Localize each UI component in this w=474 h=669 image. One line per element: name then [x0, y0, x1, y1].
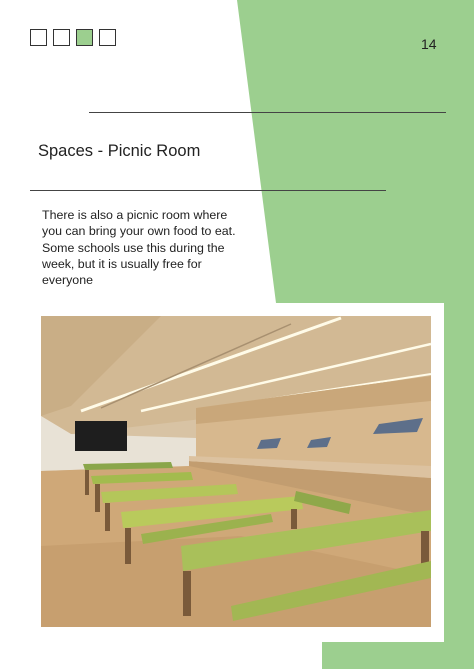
section-title: Spaces - Picnic Room — [38, 142, 201, 160]
divider-line — [89, 112, 446, 113]
progress-square — [99, 29, 116, 46]
progress-square — [53, 29, 70, 46]
page-number: 14 — [421, 36, 437, 52]
picnic-room-photo — [41, 316, 431, 627]
progress-square — [30, 29, 47, 46]
divider-line — [30, 190, 386, 191]
body-paragraph: There is also a picnic room where you can bring your own food to eat. Some schools use this during the week, but it is usually free for everyone — [42, 208, 236, 288]
page-progress-indicator — [30, 29, 116, 46]
progress-square-active — [76, 29, 93, 46]
